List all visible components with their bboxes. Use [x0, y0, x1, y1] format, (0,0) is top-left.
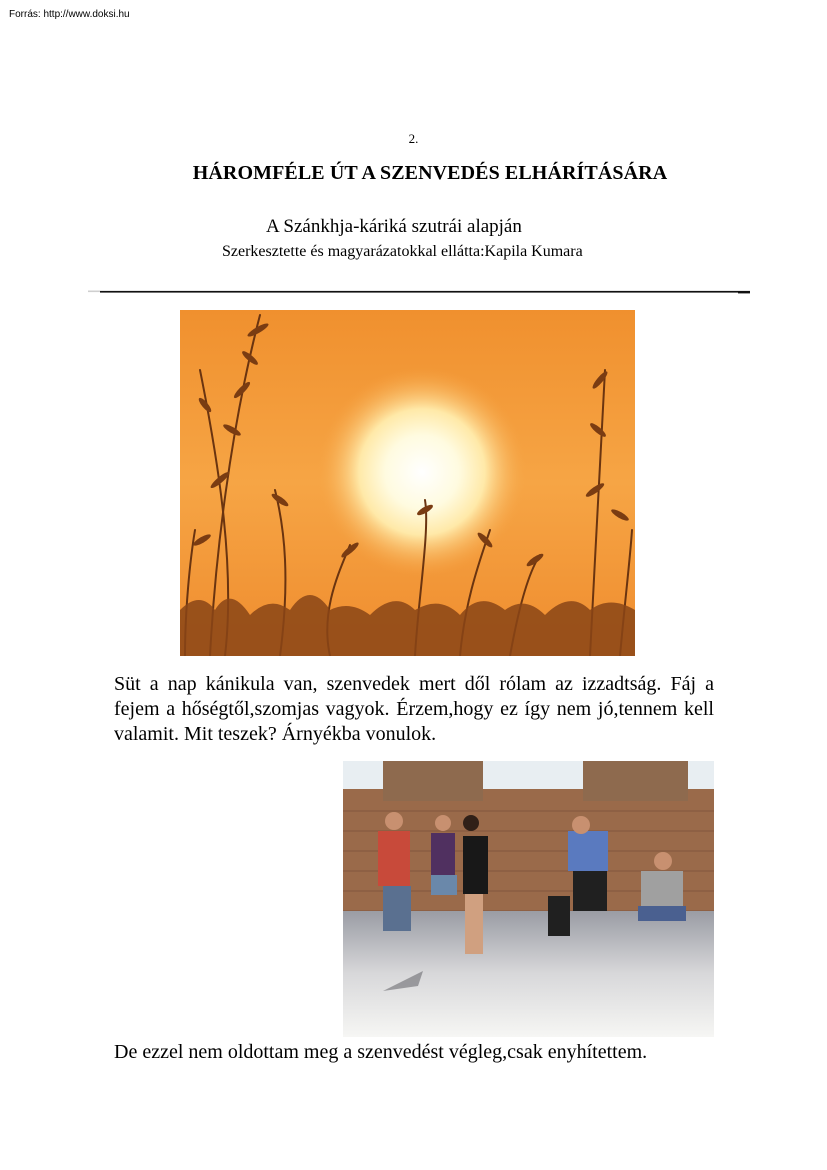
- divider-line: [88, 290, 750, 294]
- paragraph-relief: De ezzel nem oldottam meg a szenvedést végleg,csak enyhítettem.: [114, 1041, 648, 1063]
- editor-credit: Szerkesztette és magyarázatokkal ellátta:Kapila Kumara: [222, 243, 583, 260]
- document-subtitle: A Szánkhja-káriká szutrái alapján: [266, 216, 522, 237]
- source-link[interactable]: Forrás: http://www.doksi.hu: [9, 9, 130, 20]
- people-in-shade-photo: [343, 761, 714, 1037]
- sunset-with-grass-photo: [180, 310, 635, 656]
- page-number: 2.: [408, 131, 419, 146]
- document-title: HÁROMFÉLE ÚT A SZENVEDÉS ELHÁRÍTÁSÁRA: [192, 162, 668, 184]
- paragraph-heat: Süt a nap kánikula van, szenvedek mert dől rólam az izzadtság. Fáj a fejem a hőségtől,szomjas vagyok. Érzem,hogy ez így nem jó,tennem kell valamit. Mit teszek? Árnyékba vonulok.: [114, 673, 714, 745]
